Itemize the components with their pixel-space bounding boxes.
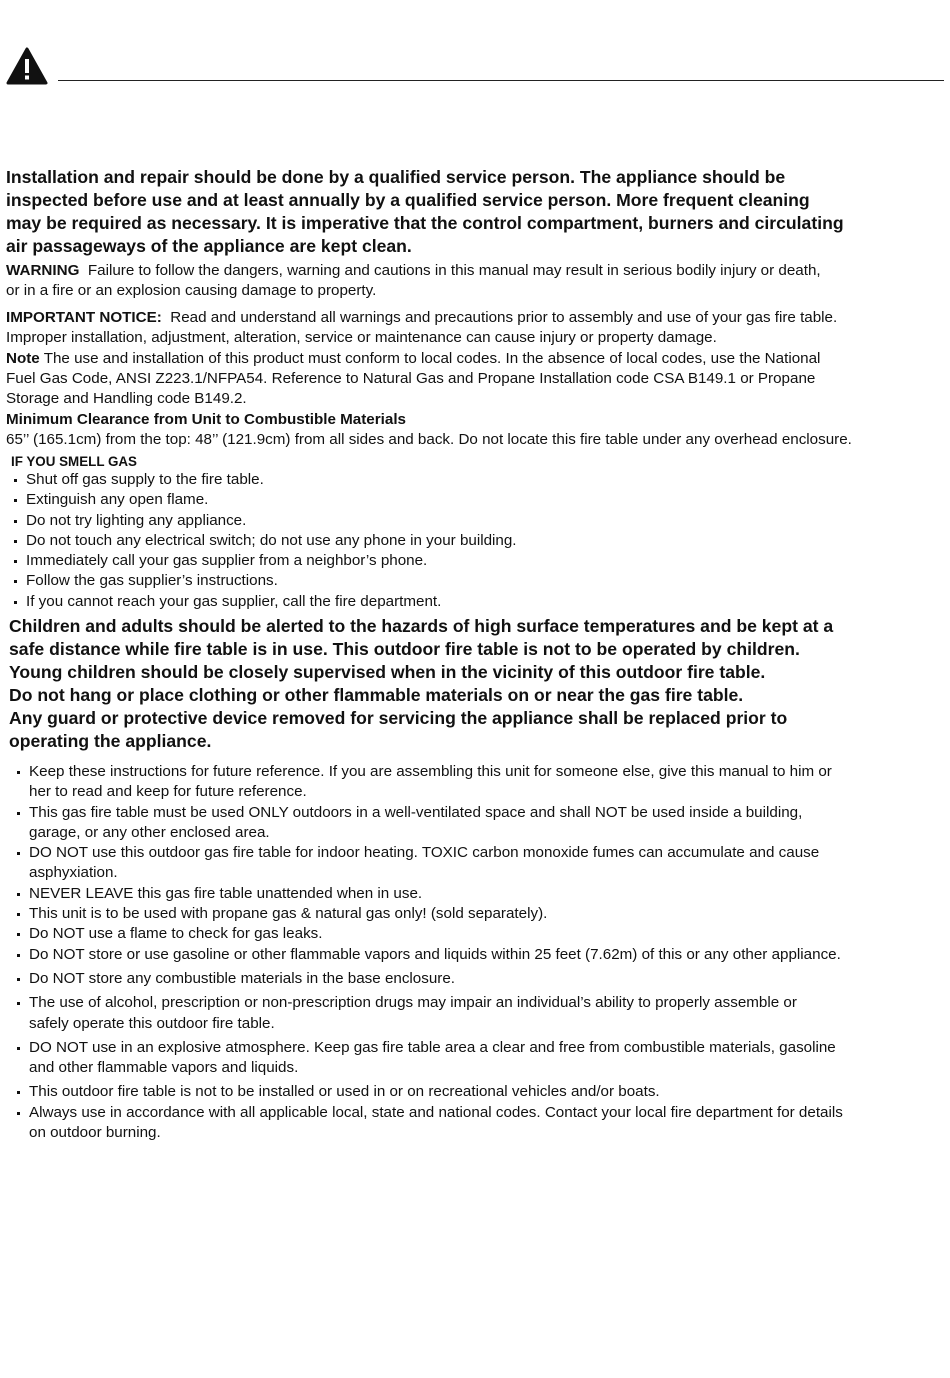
safety-rules-list (14, 762, 843, 1143)
list-item: Immediately call your gas supplier from a neighbor’s phone. (10, 551, 517, 571)
list-item: DO NOT use in an explosive atmosphere. Keep gas fire table area a clear and free from combustible materials, gasoline and other flammable vapors and liquids. (14, 1038, 843, 1079)
hazard-line: safe distance while fire table is in use. This outdoor fire table is not to be operated by children. (9, 639, 800, 659)
warning-label: WARNING (6, 262, 80, 279)
warning-text: or in a fire or an explosion causing damage to property. (6, 282, 377, 300)
list-item: Shut off gas supply to the fire table. (10, 470, 517, 490)
list-item: Do not touch any electrical switch; do not use any phone in your building. (10, 531, 517, 551)
list-item: Extinguish any open flame. (10, 490, 517, 510)
smell-gas-heading: IF YOU SMELL GAS (11, 454, 137, 469)
hazard-line: Any guard or protective device removed for servicing the appliance shall be replaced prior to (9, 708, 788, 728)
important-notice (6, 308, 837, 409)
list-item: This outdoor fire table is not to be installed or used in or on recreational vehicles and/or boats. (14, 1082, 843, 1102)
smell-gas-list (10, 470, 517, 612)
list-item: Do NOT store any combustible materials in the base enclosure. (14, 969, 843, 989)
clearance-heading: Minimum Clearance from Unit to Combustible Materials (6, 411, 406, 428)
hazard-line: operating the appliance. (9, 731, 212, 751)
list-item: The use of alcohol, prescription or non-prescription drugs may impair an individual’s ability to properly assemble or safely operate this outdoor fire table. (14, 993, 843, 1034)
hazards-paragraph (9, 615, 833, 753)
warning-text: Failure to follow the dangers, warning and cautions in this manual may result in serious bodily injury or death, (87, 262, 821, 279)
intro-line: air passageways of the appliance are kept clean. (6, 236, 412, 256)
intro-line: inspected before use and at least annually by a qualified service person. More frequent cleaning (6, 190, 810, 210)
intro-line: Installation and repair should be done by a qualified service person. The appliance should be (6, 167, 786, 187)
list-item: Do NOT use a flame to check for gas leaks. (14, 924, 843, 944)
list-item: Do not try lighting any appliance. (10, 511, 517, 531)
list-item: Follow the gas supplier’s instructions. (10, 571, 517, 591)
note-text: The use and installation of this product must conform to local codes. In the absence of local codes, use the National (43, 349, 821, 367)
list-item: If you cannot reach your gas supplier, call the fire department. (10, 592, 517, 612)
list-item: DO NOT use this outdoor gas fire table for indoor heating. TOXIC carbon monoxide fumes can accumulate and cause asphyxiation. (14, 843, 843, 884)
list-item: NEVER LEAVE this gas fire table unattended when in use. (14, 884, 843, 904)
notice-label: IMPORTANT NOTICE: (6, 309, 162, 326)
warning-triangle-icon (6, 46, 48, 86)
header-rule (58, 80, 944, 81)
hazard-line: Young children should be closely supervised when in the vicinity of this outdoor fire table. (9, 662, 766, 682)
clearance-text: 65’’ (165.1cm) from the top: 48’’ (121.9cm) from all sides and back. Do not locate this fire table under any overhead enclosure. (6, 431, 852, 448)
note-label: Note (6, 349, 40, 367)
list-item: Always use in accordance with all applicable local, state and national codes. Contact your local fire department for details on outdoor burning. (14, 1103, 843, 1144)
note-text: Fuel Gas Code, ANSI Z223.1/NFPA54. Reference to Natural Gas and Propane Installation code CSA B149.1 or Propane (6, 369, 816, 387)
list-item: Do NOT store or use gasoline or other flammable vapors and liquids within 25 feet (7.62m) of this or any other appliance. (14, 945, 843, 965)
notice-text: Read and understand all warnings and precautions prior to assembly and use of your gas fire table. (170, 309, 838, 326)
intro-line: may be required as necessary. It is imperative that the control compartment, burners and circulating (6, 213, 844, 233)
intro-paragraph (6, 166, 844, 258)
warning-paragraph (6, 261, 821, 302)
hazard-line: Do not hang or place clothing or other flammable materials on or near the gas fire table. (9, 685, 744, 705)
hazard-line: Children and adults should be alerted to the hazards of high surface temperatures and be kept at a (9, 616, 834, 636)
note-text: Storage and Handling code B149.2. (6, 390, 247, 408)
notice-text: Improper installation, adjustment, alteration, service or maintenance can cause injury or property damage. (6, 329, 717, 347)
list-item: This gas fire table must be used ONLY outdoors in a well-ventilated space and shall NOT be used inside a building, garage, or any other enclosed area. (14, 803, 843, 844)
list-item: Keep these instructions for future reference. If you are assembling this unit for someone else, give this manual to him or her to read and keep for future reference. (14, 762, 843, 803)
list-item: This unit is to be used with propane gas & natural gas only! (sold separately). (14, 904, 843, 924)
